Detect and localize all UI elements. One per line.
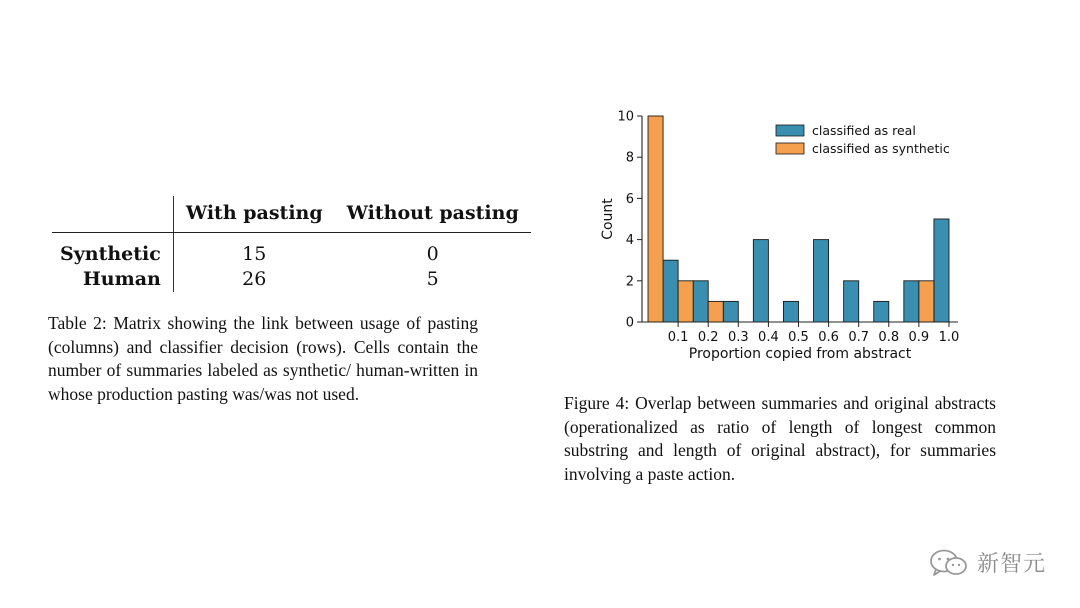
y-tick-label: 10 — [617, 109, 634, 125]
bar-real-7 — [874, 301, 889, 322]
table-row — [52, 265, 531, 292]
cell-human-without-pasting: 5 — [426, 267, 439, 290]
y-tick-label: 4 — [625, 233, 634, 249]
x-tick-label: 0.1 — [667, 330, 689, 345]
table-header-row — [52, 196, 531, 233]
y-tick-label: 8 — [625, 150, 634, 166]
x-tick-label: 0.2 — [697, 330, 719, 345]
header-without-pasting: Without pasting — [335, 196, 531, 233]
header-with-pasting: With pasting — [173, 196, 334, 233]
figure-caption: Figure 4: Overlap between summaries and original abstracts (operationalized as ratio of length of longest common substring and length of original abstract), for summaries involving a paste action. — [564, 393, 996, 484]
matrix-table — [52, 196, 531, 292]
legend-label-synthetic: classified as synthetic — [812, 141, 950, 156]
bar-real-8 — [904, 281, 919, 322]
row-label-synthetic: Synthetic — [52, 233, 173, 266]
figure-block — [560, 108, 1010, 504]
histogram-chart — [560, 108, 980, 370]
x-tick-label: 0.7 — [848, 330, 870, 345]
table-row — [52, 233, 531, 266]
bar-synthetic-1 — [678, 281, 693, 322]
wechat-icon — [929, 548, 969, 578]
legend — [776, 123, 950, 156]
bar-real-6 — [844, 281, 859, 322]
table-corner-cell — [52, 196, 173, 233]
y-tick-label: 6 — [625, 191, 634, 207]
bar-real-5 — [814, 240, 829, 322]
row-label-human: Human — [52, 265, 173, 292]
legend-label-real: classified as real — [812, 123, 916, 138]
bar-synthetic-2 — [708, 301, 723, 322]
table-caption: Table 2: Matrix showing the link between usage of pasting (columns) and classifier decision (rows). Cells contain the number of summaries labeled as synthetic/ human-written in whose production pasting was/was not used. — [48, 313, 478, 404]
x-tick-label: 0.3 — [727, 330, 749, 345]
cell-synthetic-without-pasting: 0 — [426, 243, 439, 265]
x-tick-label: 0.9 — [908, 330, 930, 345]
x-tick-label: 0.5 — [788, 330, 809, 345]
bar-real-1 — [693, 281, 708, 322]
cell-synthetic-with-pasting: 15 — [242, 243, 267, 265]
bar-real-2 — [723, 301, 738, 322]
y-tick-label: 2 — [625, 274, 634, 290]
y-tick-label: 0 — [625, 315, 634, 331]
x-tick-label: 0.6 — [818, 330, 839, 345]
bar-real-9 — [934, 219, 949, 322]
watermark-text: 新智元 — [976, 552, 1046, 577]
x-axis-label: Proportion copied from abstract — [688, 346, 912, 362]
bar-synthetic-3 — [919, 281, 934, 322]
bar-real-4 — [783, 301, 798, 322]
x-tick-label: 0.4 — [758, 330, 779, 345]
legend-swatch-synthetic — [776, 143, 804, 154]
cell-human-with-pasting: 26 — [242, 267, 267, 290]
x-tick-label: 1.0 — [938, 330, 960, 345]
table-block — [48, 196, 519, 424]
legend-swatch-real — [776, 125, 804, 136]
bar-synthetic-0 — [648, 116, 663, 322]
bar-real-0 — [663, 260, 678, 322]
y-axis-label: Count — [600, 198, 616, 240]
watermark — [929, 547, 1046, 578]
bar-real-3 — [753, 240, 768, 322]
x-tick-label: 0.8 — [878, 330, 900, 345]
